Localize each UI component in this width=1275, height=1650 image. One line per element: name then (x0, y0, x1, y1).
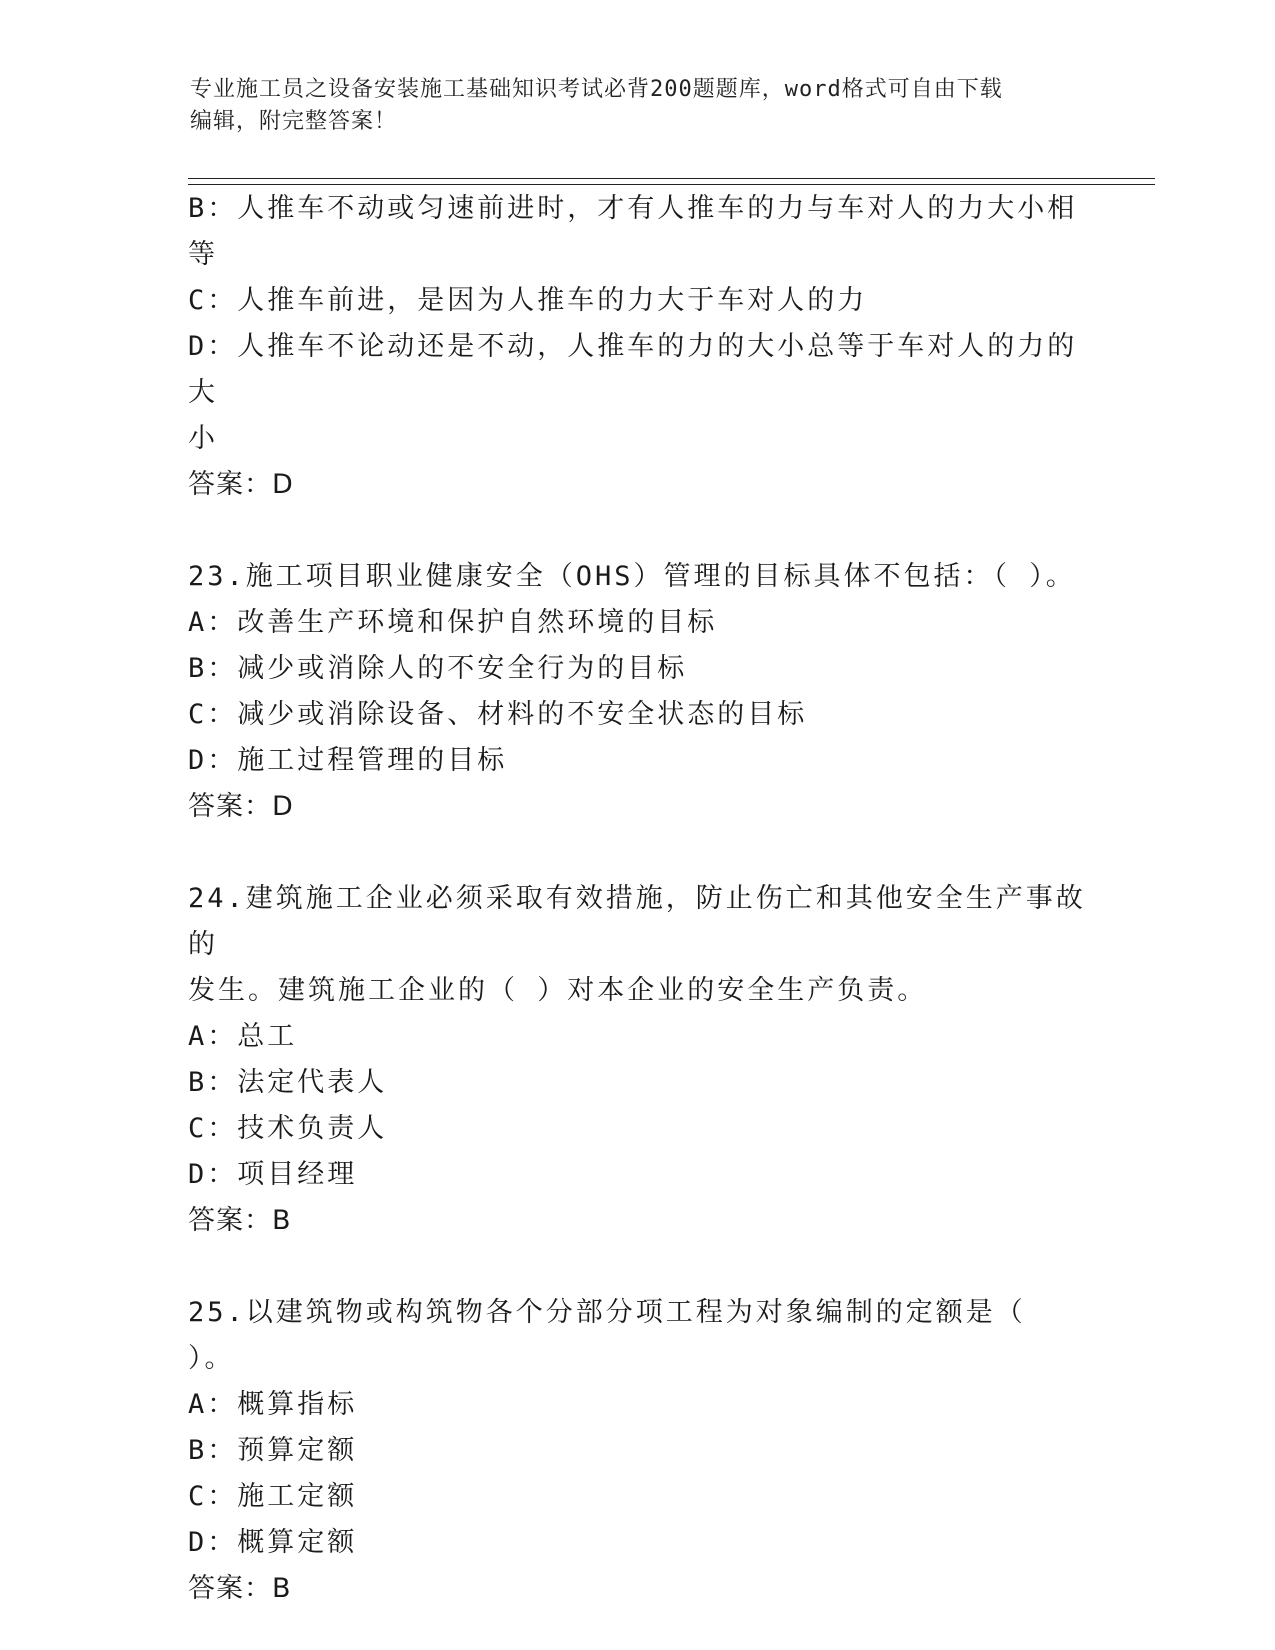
option-a: A：概算指标 (188, 1389, 358, 1420)
option-d: D：人推车不论动还是不动，人推车的力的大小总等于车对人的力的大 (188, 331, 1078, 408)
question-stem: 25.以建筑物或构筑物各个分部分项工程为对象编制的定额是（ ）。 (188, 1297, 1026, 1374)
question-stem: 24.建筑施工企业必须采取有效措施，防止伤亡和其他安全生产事故的 (188, 883, 1086, 960)
option-d: D：施工过程管理的目标 (188, 745, 508, 776)
header-divider (188, 178, 1155, 185)
header-title-line2: 编辑，附完整答案！ (190, 109, 398, 134)
option-d: D：概算定额 (188, 1527, 358, 1558)
question-stem-continued: 发生。建筑施工企业的（ ）对本企业的安全生产负责。 (188, 975, 928, 1006)
option-c: C：施工定额 (188, 1481, 358, 1512)
document-header (190, 74, 1070, 138)
option-d-continued: 小 (188, 423, 218, 454)
answer-label: 答案：D (188, 469, 294, 500)
question-23 (188, 554, 1088, 830)
option-c: C：减少或消除设备、材料的不安全状态的目标 (188, 699, 808, 730)
option-d: D：项目经理 (188, 1159, 358, 1190)
answer-label: 答案：D (188, 791, 294, 822)
spacer (188, 1244, 1088, 1290)
option-b: B：法定代表人 (188, 1067, 388, 1098)
option-b: B：减少或消除人的不安全行为的目标 (188, 653, 688, 684)
question-stem: 23.施工项目职业健康安全（OHS）管理的目标具体不包括：（ ）。 (188, 561, 1076, 592)
option-c: C：人推车前进，是因为人推车的力大于车对人的力 (188, 285, 868, 316)
option-b: B：预算定额 (188, 1435, 358, 1466)
option-a: A：总工 (188, 1021, 298, 1052)
answer-label: 答案：B (188, 1205, 292, 1236)
header-title-line1: 专业施工员之设备安装施工基础知识考试必背200题题库，word格式可自由下载 (190, 77, 1003, 102)
question-22-continued (188, 186, 1088, 508)
question-list (188, 186, 1088, 1612)
option-b: B：人推车不动或匀速前进时，才有人推车的力与车对人的力大小相等 (188, 193, 1078, 270)
option-c: C：技术负责人 (188, 1113, 388, 1144)
question-25 (188, 1290, 1088, 1612)
spacer (188, 508, 1088, 554)
answer-label: 答案：B (188, 1573, 292, 1604)
option-a: A：改善生产环境和保护自然环境的目标 (188, 607, 718, 638)
spacer (188, 830, 1088, 876)
question-24 (188, 876, 1088, 1244)
